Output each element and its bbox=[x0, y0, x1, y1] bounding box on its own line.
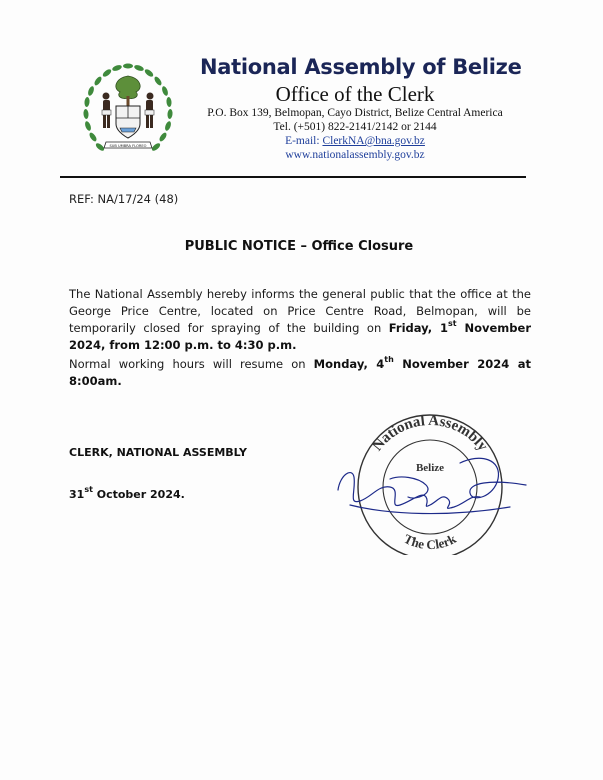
stamp-inner-ring bbox=[383, 440, 477, 534]
email-label: E-mail: bbox=[285, 135, 323, 147]
signatory-title: CLERK, NATIONAL ASSEMBLY bbox=[69, 446, 247, 459]
belize-coat-of-arms-icon bbox=[76, 58, 180, 166]
clerk-stamp-and-signature bbox=[330, 405, 530, 555]
resume-text: Normal working hours will resume on bbox=[69, 357, 314, 371]
notice-heading: PUBLIC NOTICE – Office Closure bbox=[184, 239, 414, 254]
letterhead-email bbox=[200, 135, 510, 147]
reference-number: REF: NA/17/24 (48) bbox=[69, 192, 179, 206]
crest-motto: SUB UMBRA FLOREO bbox=[109, 144, 147, 148]
notice-date: 31st October 2024. bbox=[69, 485, 185, 501]
letterhead-office: Office of the Clerk bbox=[275, 82, 435, 106]
letterhead-website[interactable]: www.nationalassembly.gov.bz bbox=[285, 149, 425, 161]
closure-date: Friday, 1st November 2024, from 12:00 p.m. to 4:30 p.m. bbox=[69, 319, 531, 352]
notice-paragraph-resume bbox=[69, 356, 531, 390]
stamp-center-text: Belize bbox=[415, 462, 445, 474]
stamp-bottom-text: The Clerk bbox=[401, 530, 459, 553]
closure-text: The National Assembly hereby informs the general public that the office at the George Price Centre, located on Price Centre Road, Belmopan, will be temporarily closed for spraying of the building on bbox=[69, 287, 531, 335]
resume-date: Monday, 4th November 2024 at 8:00am. bbox=[69, 355, 531, 388]
letterhead-address: P.O. Box 139, Belmopan, Cayo District, Belize Central America bbox=[207, 107, 503, 119]
email-link[interactable]: ClerkNA@bna.gov.bz bbox=[322, 135, 425, 147]
letterhead-title: National Assembly of Belize bbox=[200, 55, 522, 79]
stamp-top-text: National Assembly bbox=[369, 412, 491, 455]
header-divider bbox=[60, 176, 526, 178]
notice-paragraph-closure bbox=[69, 286, 531, 354]
letterhead-telephone: Tel. (+501) 822-2141/2142 or 2144 bbox=[273, 121, 437, 133]
